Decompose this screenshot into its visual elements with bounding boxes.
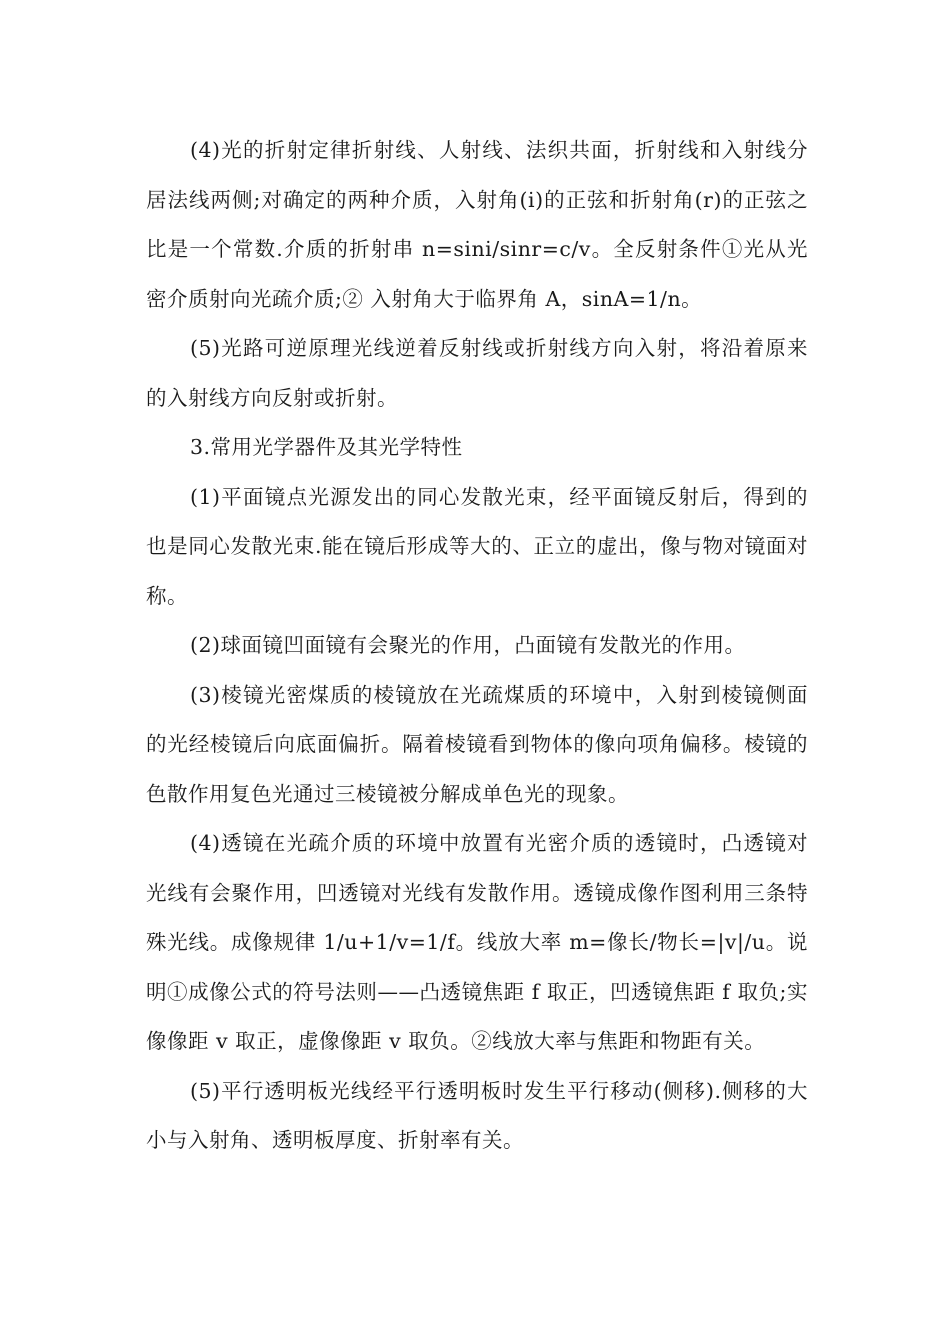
- paragraph-lens: (4)透镜在光疏介质的环境中放置有光密介质的透镜时，凸透镜对光线有会聚作用，凹透镜对光线有发散作用。透镜成像作图利用三条特殊光线。成像规律 1/u+1/v=1/f。线放大率 m=像长/物长=|v|/u。说明①成像公式的符号法则——凸透镜焦距 f 取正，凹透镜焦距 f 取负;实像像距 v 取正，虚像像距 v 取负。②线放大率与焦距和物距有关。: [146, 831, 808, 1053]
- document-page: [146, 126, 808, 1166]
- paragraph-refraction-law: (4)光的折射定律折射线、人射线、法织共面，折射线和入射线分居法线两侧;对确定的两种介质，入射角(i)的正弦和折射角(r)的正弦之比是一个常数.介质的折射串 n=sini/sinr=c/v。全反射条件①光从光密介质射向光疏介质;② 入射角大于临界角 A，sinA=1/n。: [146, 138, 808, 311]
- paragraph-plane-mirror: (1)平面镜点光源发出的同心发散光束，经平面镜反射后，得到的也是同心发散光束.能在镜后形成等大的、正立的虚出，像与物对镜面对称。: [146, 484, 808, 608]
- section-heading-optical-devices: 3.常用光学器件及其光学特性: [190, 435, 463, 459]
- paragraph-parallel-plate: (5)平行透明板光线经平行透明板时发生平行移动(侧移).侧移的大小与入射角、透明板厚度、折射率有关。: [146, 1078, 808, 1152]
- paragraph-spherical-mirror: (2)球面镜凹面镜有会聚光的作用，凸面镜有发散光的作用。: [190, 633, 746, 657]
- paragraph-reversibility: (5)光路可逆原理光线逆着反射线或折射线方向入射，将沿着原来的入射线方向反射或折射。: [146, 336, 808, 410]
- paragraph-prism: (3)棱镜光密煤质的棱镜放在光疏煤质的环境中，入射到棱镜侧面的光经棱镜后向底面偏折。隔着棱镜看到物体的像向项角偏移。棱镜的色散作用复色光通过三棱镜被分解成单色光的现象。: [146, 682, 808, 806]
